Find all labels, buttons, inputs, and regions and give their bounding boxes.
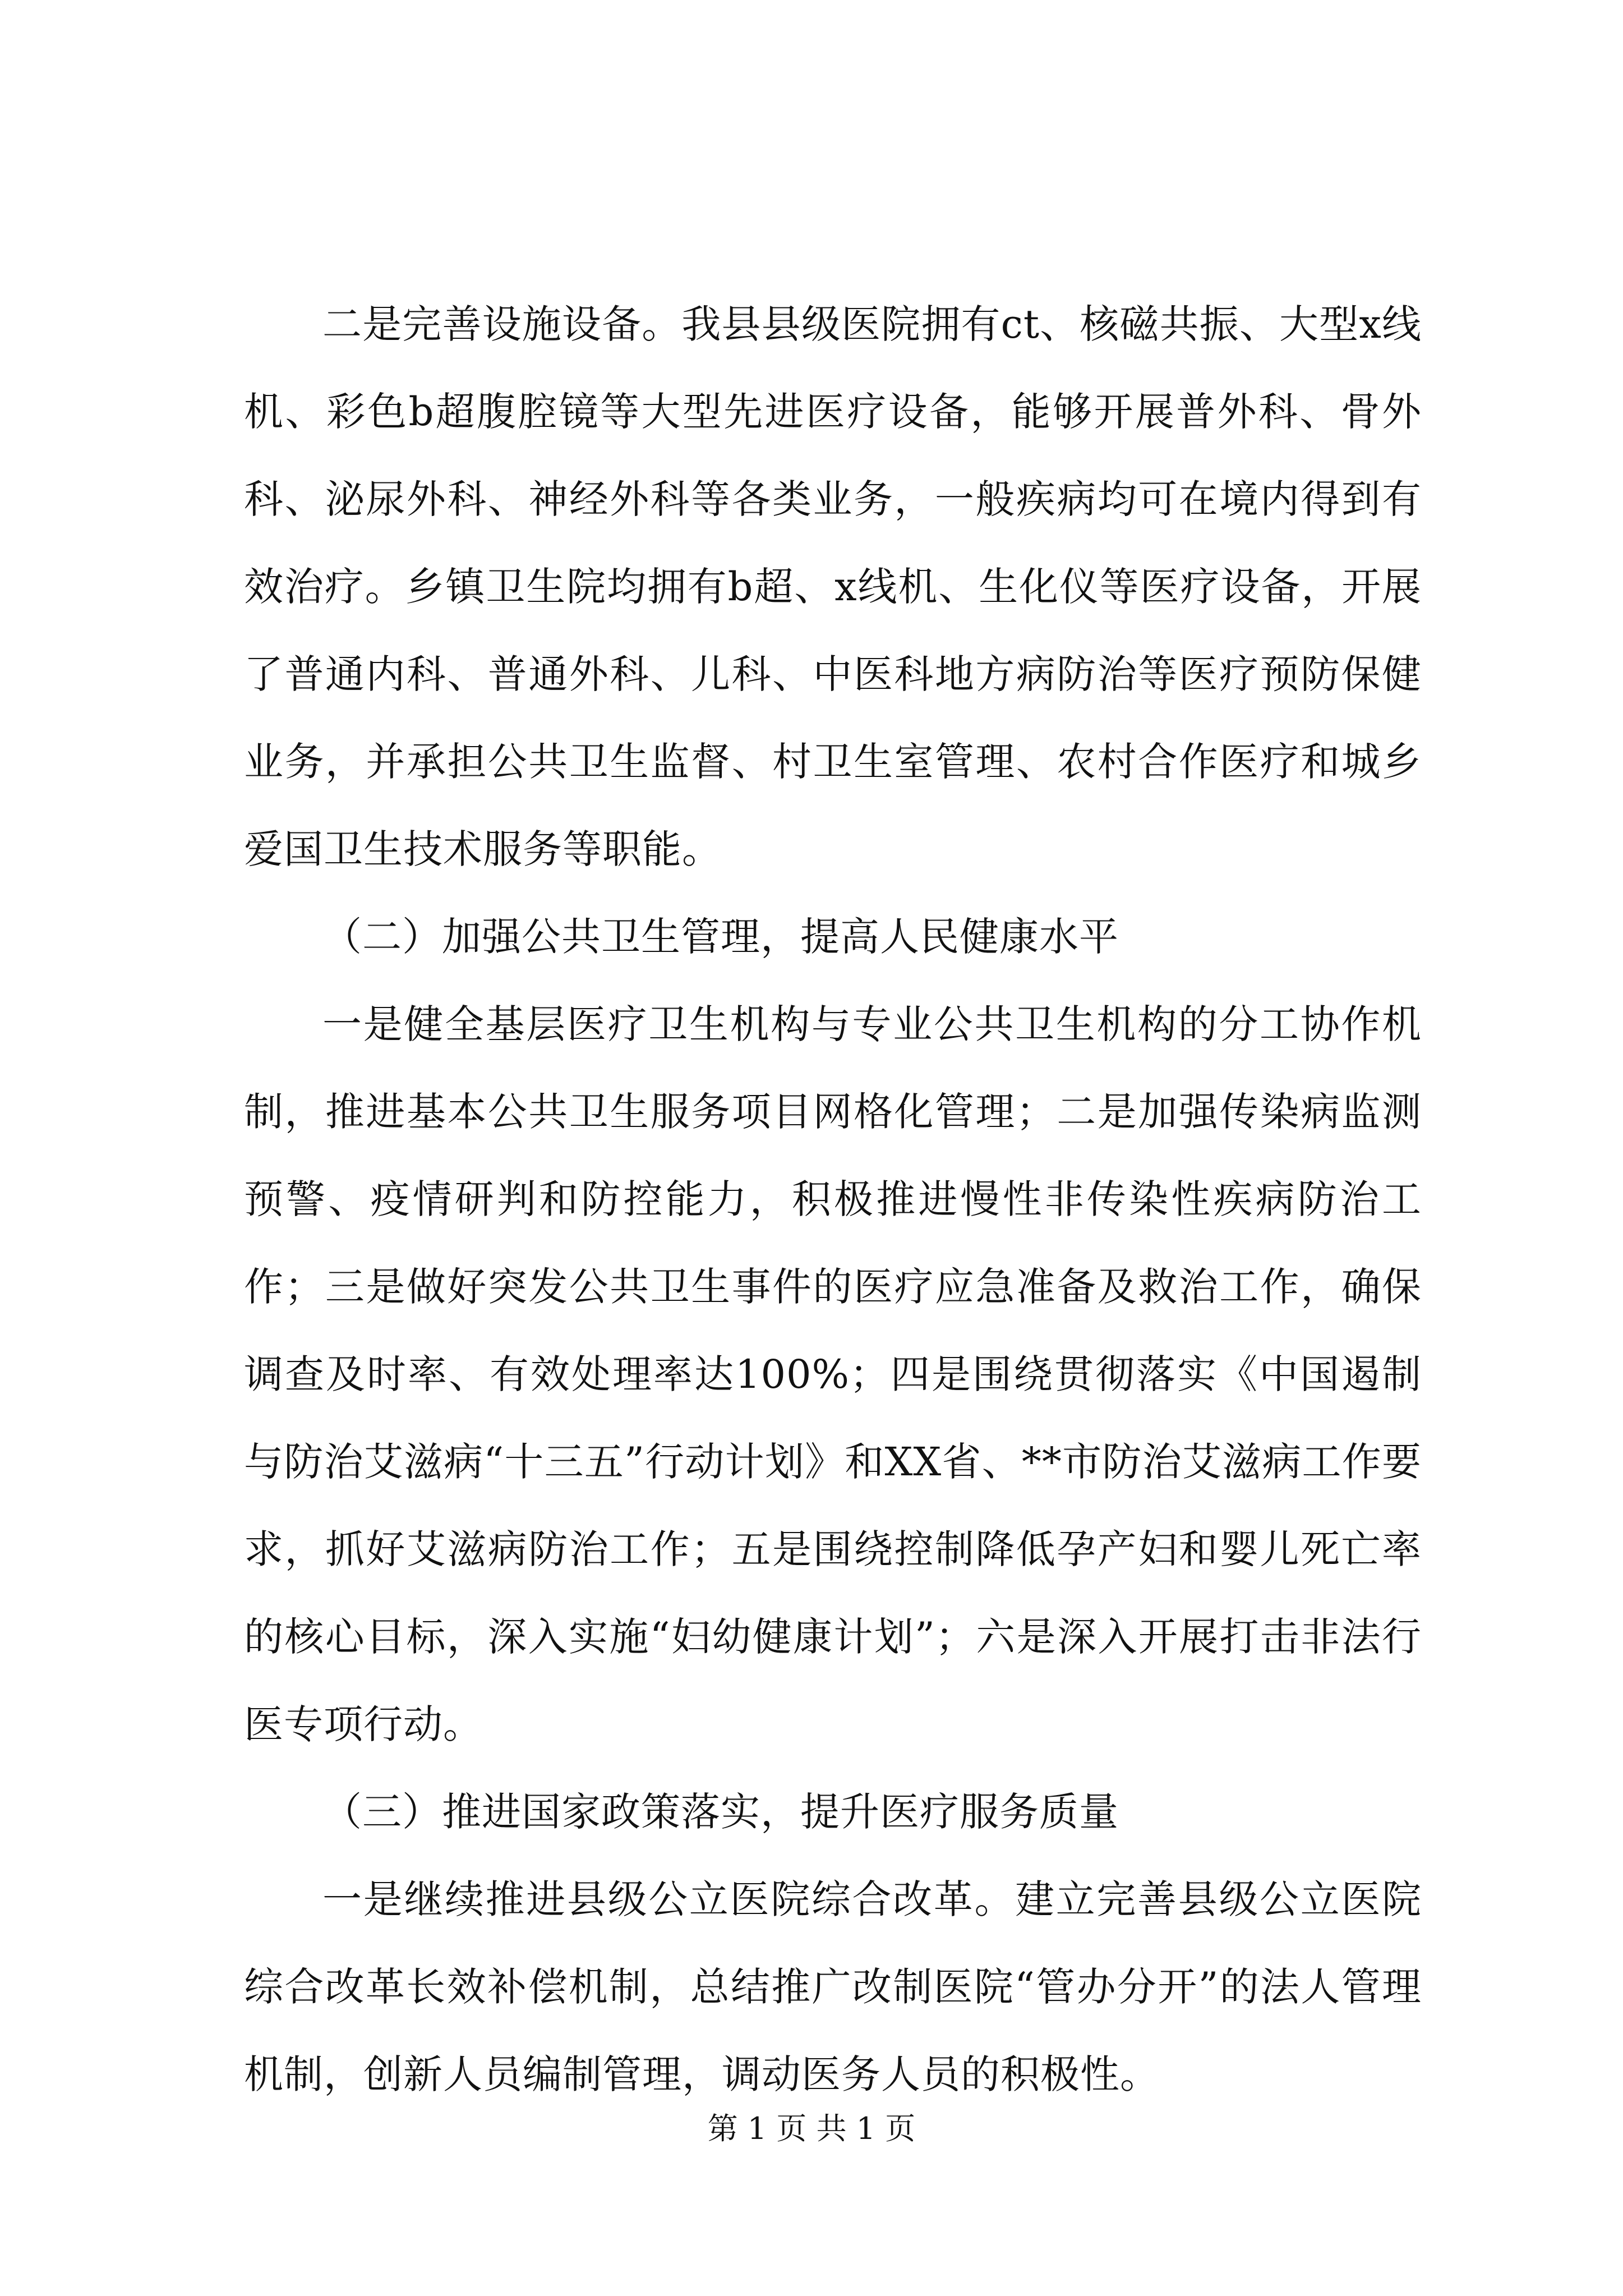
page-footer: 第 1 页 共 1 页 [707,2111,916,2146]
document-body [244,280,1422,2118]
paragraph-public-health: 一是健全基层医疗卫生机构与专业公共卫生机构的分工协作机制，推进基本公共卫生服务项目网格化管理；二是加强传染病监测预警、疫情研判和防控能力，积极推进慢性非传染性疾病防治工作；三是做好突发公共卫生事件的医疗应急准备及救治工作，确保调查及时率、有效处理率达100%；四是围绕贯彻落实《中国遏制与防治艾滋病“十三五”行动计划》和XX省、**市防治艾滋病工作要求，抓好艾滋病防治工作；五是围绕控制降低孕产妇和婴儿死亡率的核心目标，深入实施“妇幼健康计划”；六是深入开展打击非法行医专项行动。 [244,1001,1422,1747]
paragraph-facilities: 二是完善设施设备。我县县级医院拥有ct、核磁共振、大型x线机、彩色b超腹腔镜等大型先进医疗设备，能够开展普外科、骨外科、泌尿外科、神经外科等各类业务，一般疾病均可在境内得到有效治疗。乡镇卫生院均拥有b超、x线机、生化仪等医疗设备，开展了普通内科、普通外科、儿科、中医科地方病防治等医疗预防保健业务，并承担公共卫生监督、村卫生室管理、农村合作医疗和城乡爱国卫生技术服务等职能。 [244,301,1422,872]
paragraph-hospital-reform: 一是继续推进县级公立医院综合改革。建立完善县级公立医院综合改革长效补偿机制，总结推广改制医院“管办分开”的法人管理机制，创新人员编制管理，调动医务人员的积极性。 [244,1876,1422,2097]
section-heading-policy: （三）推进国家政策落实，提升医疗服务质量 [322,1789,1119,1835]
section-heading-public-health: （二）加强公共卫生管理，提高人民健康水平 [322,914,1119,960]
